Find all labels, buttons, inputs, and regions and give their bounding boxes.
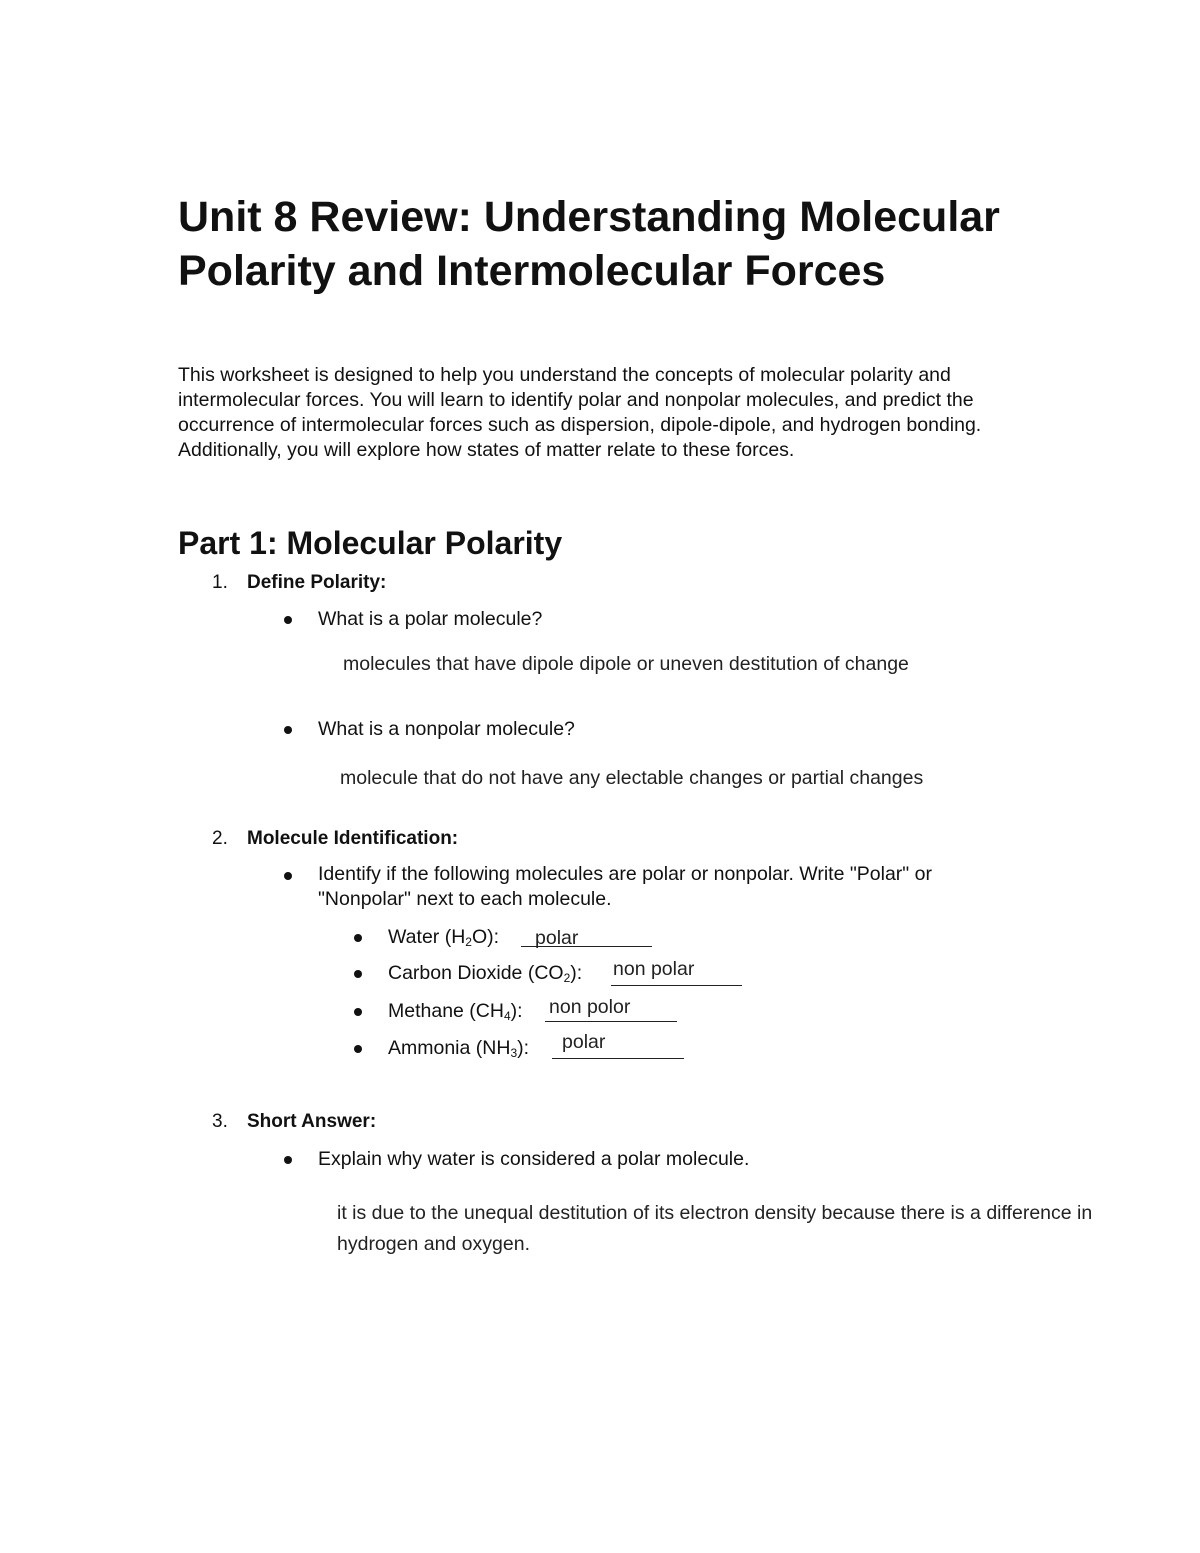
methane-answer[interactable]: non polor	[549, 996, 631, 1018]
q1-nonpolar-answer[interactable]: molecule that do not have any electable changes or partial changes	[340, 767, 924, 789]
part1-heading: Part 1: Molecular Polarity	[178, 525, 563, 561]
molecule-co2-label: Carbon Dioxide $(CO_2)$:	[388, 962, 583, 985]
water-answer[interactable]: polar	[535, 927, 579, 949]
molecule-methane-label: Methane $(CH_4)$:	[388, 1000, 523, 1023]
ammonia-answer[interactable]: polar	[562, 1031, 606, 1053]
q1-polar-answer[interactable]: molecules that have dipole dipole or uneven destitution of change	[343, 653, 909, 675]
q1-nonpolar-question: What is a nonpolar molecule?	[318, 718, 575, 740]
co2-answer-line	[611, 985, 742, 986]
q3-label: Short Answer:	[247, 1111, 377, 1132]
bullet-icon	[284, 872, 292, 880]
q1-number: 1.	[212, 572, 228, 593]
co2-answer[interactable]: non polar	[613, 958, 695, 980]
bullet-icon	[354, 1008, 362, 1016]
bullet-icon	[284, 616, 292, 624]
q2-number: 2.	[212, 828, 228, 849]
molecule-ammonia-label: Ammonia $(NH_3)$:	[388, 1037, 530, 1060]
bullet-icon	[284, 1156, 292, 1164]
bullet-icon	[354, 970, 362, 978]
q3-answer-line1[interactable]: it is due to the unequal destitution of its electron density because there is a difference in	[337, 1202, 1093, 1224]
q3-question: Explain why water is considered a polar molecule.	[318, 1148, 750, 1170]
q1-label: Define Polarity:	[247, 572, 387, 593]
q2-instruction: Identify if the following molecules are polar or nonpolar. Write "Polar" or "Nonpolar" next to each molecule.	[318, 863, 932, 910]
methane-answer-line	[545, 1021, 677, 1022]
molecule-water-label: Water $(H_2O)$:	[388, 926, 500, 949]
page-title: Unit 8 Review: Understanding Molecular Polarity and Intermolecular Forces	[178, 193, 1000, 295]
q3-number: 3.	[212, 1111, 228, 1132]
q3-answer-line2[interactable]: hydrogen and oxygen.	[337, 1233, 530, 1255]
ammonia-answer-line	[552, 1058, 684, 1059]
intro-paragraph: This worksheet is designed to help you understand the concepts of molecular polarity and intermolecular forces. You will learn to identify polar and nonpolar molecules, and predict the occurrence of intermolecular forces such as dispersion, dipole-dipole, and hydrogen bonding. Additionally, you will explore how states of matter relate to these forces.	[178, 364, 982, 461]
bullet-icon	[284, 726, 292, 734]
bullet-icon	[354, 934, 362, 942]
q2-label: Molecule Identification:	[247, 828, 459, 849]
q1-polar-question: What is a polar molecule?	[318, 608, 543, 630]
bullet-icon	[354, 1045, 362, 1053]
